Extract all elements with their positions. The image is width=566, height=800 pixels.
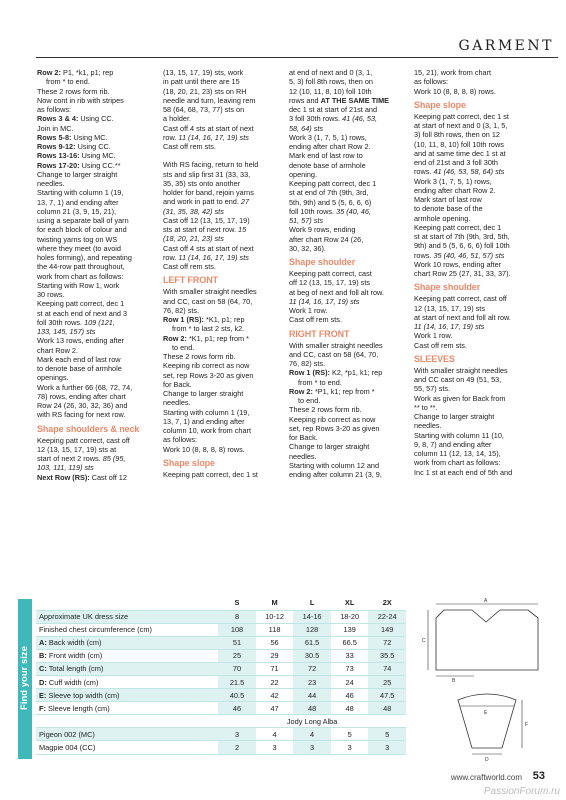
dim-label-b: B (452, 678, 456, 684)
page-footer (0, 764, 566, 800)
find-your-size-label: Find your size (19, 646, 30, 710)
table-row: Approximate UK dress size 8 10-12 14-16 18-20 22-24 (36, 610, 406, 623)
row-label: Row 2: (37, 68, 61, 77)
dim-label-e: E (484, 710, 488, 716)
table-row: E: Sleeve top width (cm) 40.5 42 44 46 47.5 (36, 689, 406, 702)
subheading: Shape slope (163, 457, 215, 468)
page-header (0, 0, 566, 62)
subheading: SLEEVES (414, 353, 455, 364)
yarn-brand: Jody Long Alba (218, 715, 406, 728)
find-your-size-tab (18, 599, 32, 759)
subheading: Shape shoulder (289, 257, 356, 267)
table-row: C: Total length (cm) 70 71 72 73 74 (36, 662, 406, 675)
section-title: GARMENT (458, 38, 554, 54)
table-row: F: Sleeve length (cm) 46 47 48 48 48 (36, 702, 406, 715)
subheading: Shape slope (414, 99, 466, 110)
subheading: LEFT FRONT (163, 275, 218, 286)
garment-schematic (414, 596, 560, 764)
dim-label-a: A (484, 598, 488, 604)
table-row: Magpie 004 (CC) 2 3 3 3 3 (36, 741, 406, 754)
column-3: at end of next and 0 (3, 1, 5, 3) foll 8th rows, then on 12 (10, 11, 8, 10) foll 10th rows and AT THE SAME TIME dec 1 st at start of 21st and 3 foll 30th rows. 41 (46, 53, 58, 64) sts Work 3 (1, 7, 5, 1) rows, ending after chart Row 2. Mark end of last row to denote base of armhole opening. Keeping patt correct, dec 1 st at end of 7th (9th, 3rd, 5th, 9th) and 5 (5, 6, 6, 6) foll 10th rows. 35 (40, 46, 51, 57) sts Work 9 rows, ending after chart Row 24 (26, 30, 32, 36). Shape shoulder Keeping patt correct, cast off 12 (13, 15, 17, 19) sts at beg of next and foll alt row. 11 (14, 16, 17, 19) sts Work 1 row. Cast off rem sts. RIGHT FRONT With smaller straight needles and CC, cast on 58 (64, 70, 76, 82) sts. Row 1 (RS): K2, *p1, k1; rep from * to end. Row 2: *P1, k1; rep from * to end. These 2 rows form rib. Keeping rib correct as now set, rep Rows 3-20 as given for Back. Change to larger straight needles. Starting with column 12 and ending after column 21 (3, 9, (289, 68, 412, 479)
watermark: PassionForum.ru (483, 786, 560, 797)
dim-label-d: D (485, 757, 489, 763)
pattern-text (37, 68, 557, 588)
table-row: B: Front width (cm) 25 29 30.5 33 35.5 (36, 649, 406, 662)
sleeve-outline (458, 694, 516, 748)
size-table (36, 596, 406, 755)
column-2: (13, 15, 17, 19) sts, work in patt until there are 15 (18, 20, 21, 23) sts on RH needle and turn, leaving rem 58 (64, 68, 73, 77) sts on a holder. Cast off 4 sts at start of next row. 11 (14, 16, 17, 19) sts Cast off rem sts. With RS facing, return to held sts and slip first 31 (33, 33, 35, 35) sts onto another holder for band, rejoin yarns and work in patt to end. 27 (31, 35, 38, 42) sts Cast off 12 (13, 15, 17, 19) sts at start of next row. 15 (18, 20, 21, 23) sts Cast off 4 sts at start of next row. 11 (14, 16, 17, 19) sts Cast off rem sts. LEFT FRONT With smaller straight needles and CC, cast on 58 (64, 70, 76, 82) sts. Row 1 (RS): *K1, p1; rep from * to last 2 sts, k2. Row 2: *K1, p1; rep from * to end. These 2 rows form rib. Keeping rib correct as now set, rep Rows 3-20 as given for Back. Change to larger straight needles. Starting with column 1 (19, 13, 7, 1) and ending after column 10, work from chart as follows: Work 10 (8, 8, 8, 8) rows. Shape slope Keeping patt correct, dec 1 st (163, 68, 286, 479)
column-4: 15, 21), work from chart as follows: Work 10 (8, 8, 8, 8) rows. Shape slope Keeping patt correct, dec 1 st at start of next and 0 (3, 1, 5, 3) foll 8th rows, then on 12 (10, 11, 8, 10) foll 10th rows and at same time dec 1 st at end of 21st and 3 foll 30th rows. 41 (46, 53, 58, 64) sts Work 3 (1, 7, 5, 1) rows, ending after chart Row 2. Mark start of last row to denote base of the armhole opening. Keeping patt correct, dec 1 st at start of 7th (9th, 3rd, 5th, 9th) and 5 (5, 6, 6, 6) foll 10th rows. 35 (40, 46, 51, 57) sts Work 10 rows, ending after chart Row 25 (27, 31, 33, 37). Shape shoulder Keeping patt correct, cast off 12 (13, 15, 17, 19) sts at start of next and foll alt row. 11 (14, 16, 17, 19) sts Work 1 row. Cast off rem sts. SLEEVES With smaller straight needles and CC cast on 49 (51, 53, 55, 57) sts. Work as given for Back from ** to **. Change to larger straight needles. Starting with column 11 (10, 9, 8, 7) and ending after column 11 (12, 13, 14, 15), work from chart as follows: Inc 1 st at each end of 5th and (414, 68, 537, 477)
subheading: Shape shoulders & neck (37, 423, 140, 434)
yarn-brand-row (36, 715, 406, 728)
dim-label-c: C (422, 638, 426, 644)
dim-label-f: F (525, 722, 529, 728)
table-row: D: Cuff width (cm) 21.5 22 23 24 25 (36, 675, 406, 688)
subheading: RIGHT FRONT (289, 328, 350, 339)
column-1: Row 2: P1, *k1, p1; rep from * to end. These 2 rows form rib. Now cont in rib with stripes as follows: Rows 3 & 4: Using CC. Join in MC. Rows 5-8: Using MC. Rows 9-12: Using CC. Rows 13-16: Using MC. Rows 17-20: Using CC.** Change to larger straight needles. Starting with column 1 (19, 13, 7, 1) and ending after column 21 (3, 9, 15, 21), using a separate ball of yarn for each block of colour and twisting yarns tog on WS where they meet (to avoid holes forming), and repeating the 44-row patt throughout, work from chart as follows: Starting with Row 1, work 30 rows. Keeping patt correct, dec 1 st at each end of next and 3 foll 30th rows. 109 (121, 133, 145, 157) sts Work 13 rows, ending after chart Row 2. Mark each end of last row to denote base of armhole openings. Work a further 66 (68, 72, 74, 78) rows, ending after chart Row 24 (26, 30, 32, 36) and with RS facing for next row. Shape shoulders & neck Keeping patt correct, cast off 12 (13, 15, 17, 19) sts at start of next 2 rows. 85 (95, 103, 111, 119) sts Next Row (RS): Cast off 12 (37, 68, 160, 482)
table-row: A: Back width (cm) 51 56 61.5 66.5 72 (36, 636, 406, 649)
size-header-row: S M L XL 2X (36, 596, 406, 610)
footer-url: www.craftworld.com (450, 773, 522, 782)
subheading: Shape shoulder (414, 282, 481, 293)
page-number: 53 (532, 770, 545, 782)
table-row: Pigeon 002 (MC) 3 4 4 5 5 (36, 728, 406, 741)
header-rule (36, 57, 558, 58)
body-outline (436, 610, 538, 670)
table-row: Finished chest circumference (cm) 108 118 128 139 149 (36, 623, 406, 636)
